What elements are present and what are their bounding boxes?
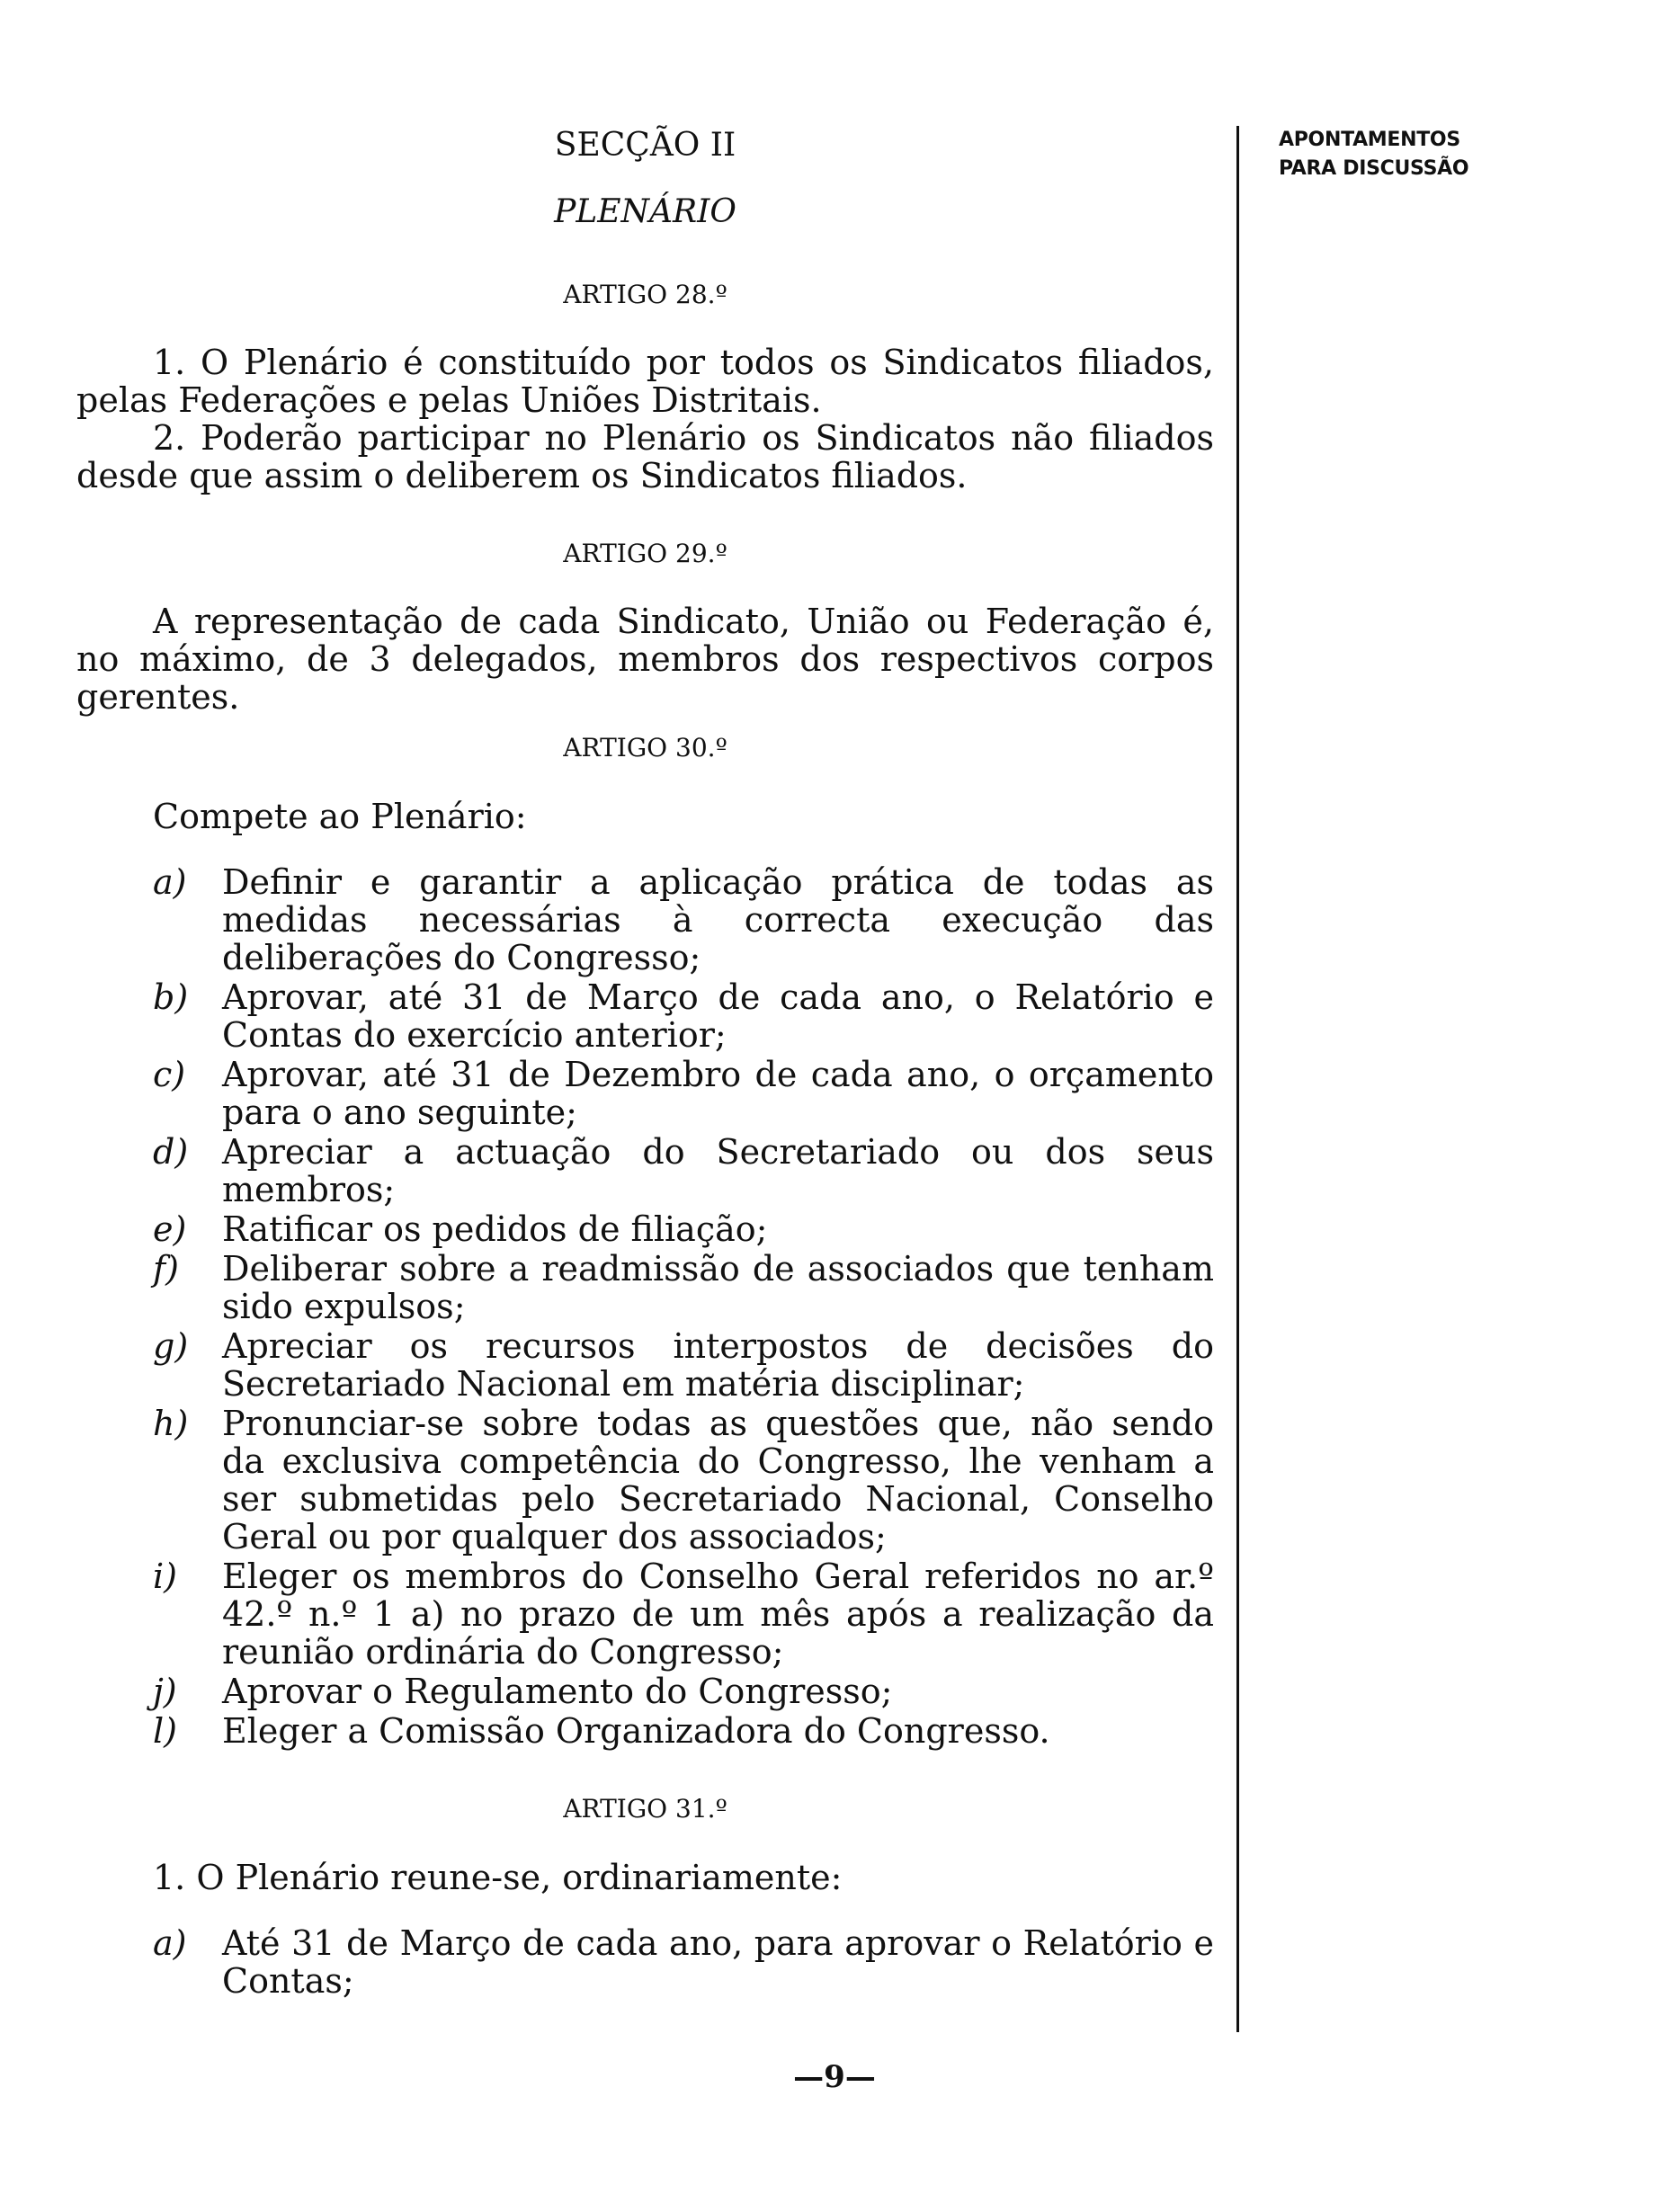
list-item-text: Apreciar os recursos interpostos de decisões do Secretariado Nacional em matéria disciplinar;: [222, 1326, 1214, 1404]
list-item-text: Aprovar, até 31 de Março de cada ano, o Relatório e Contas do exercício anterior;: [222, 977, 1214, 1055]
list-item: [76, 1133, 1214, 1209]
list-item-text: Definir e garantir a aplicação prática de todas as medidas necessárias à correcta execução das deliberações do Congresso;: [222, 862, 1214, 977]
article-30: [76, 732, 1214, 1750]
list-item-marker: a): [153, 862, 187, 902]
list-item: [76, 1924, 1214, 2000]
list-item: [76, 863, 1214, 977]
list-item-marker: h): [153, 1404, 189, 1443]
list-item-text: Até 31 de Março de cada ano, para aprovar o Relatório e Contas;: [222, 1923, 1214, 2001]
list-item-marker: e): [153, 1209, 187, 1249]
list-item-marker: j): [153, 1672, 177, 1711]
list-item: [76, 1405, 1214, 1556]
section-title: SECÇÃO II: [554, 127, 736, 164]
article-31: [76, 1793, 1214, 2000]
page-number: —9—: [793, 2059, 876, 2095]
list-item-marker: f): [153, 1249, 179, 1289]
paragraph: 2. Poderão participar no Plenário os Sindicatos não filiados desde que assim o deliberem os Sindicatos filiados.: [76, 418, 1214, 495]
article-29: [76, 538, 1214, 716]
list-item: [76, 978, 1214, 1054]
margin-note-line-2: PARA DISCUSSÃO: [1279, 157, 1469, 180]
margin-note: [1279, 126, 1549, 183]
article-heading: ARTIGO 29.º: [563, 539, 727, 568]
paragraph: 1. O Plenário é constituído por todos os Sindicatos filiados, pelas Federações e pelas Uniões Distritais.: [76, 343, 1214, 420]
list-item-text: Ratificar os pedidos de filiação;: [222, 1209, 768, 1249]
list-item-marker: d): [153, 1132, 189, 1172]
article-heading: ARTIGO 31.º: [563, 1794, 727, 1824]
list-item-marker: g): [153, 1326, 189, 1366]
article-30-list: [76, 863, 1214, 1750]
list-item-text: Apreciar a actuação do Secretariado ou dos seus membros;: [222, 1132, 1214, 1209]
list-item: [76, 1672, 1214, 1710]
list-item-text: Aprovar o Regulamento do Congresso;: [222, 1672, 893, 1711]
list-item-text: Pronunciar-se sobre todas as questões que, não sendo da exclusiva competência do Congresso, lhe venham a ser submetidas pelo Secretariado Nacional, Conselho Geral ou por qualquer dos associados;: [222, 1404, 1214, 1556]
list-item-text: Eleger a Comissão Organizadora do Congresso.: [222, 1711, 1050, 1751]
article-28: [76, 279, 1214, 495]
article-heading: ARTIGO 30.º: [563, 733, 727, 763]
article-31-list: [76, 1924, 1214, 2000]
list-item-marker: i): [153, 1556, 177, 1596]
list-item-text: Aprovar, até 31 de Dezembro de cada ano, o orçamento para o ano seguinte;: [222, 1055, 1214, 1132]
margin-note-line-1: APONTAMENTOS: [1279, 129, 1460, 151]
list-item-marker: a): [153, 1923, 187, 1963]
article-intro: 1. O Plenário reune-se, ordinariamente:: [153, 1858, 843, 1897]
margin-rule: [1236, 126, 1239, 2032]
list-item-marker: c): [153, 1055, 186, 1094]
list-item-marker: b): [153, 977, 189, 1017]
list-item: [76, 1250, 1214, 1325]
list-item-marker: l): [153, 1711, 177, 1751]
list-item: [76, 1327, 1214, 1403]
list-item: [76, 1056, 1214, 1131]
list-item: [76, 1210, 1214, 1248]
list-item: [76, 1712, 1214, 1750]
list-item-text: Eleger os membros do Conselho Geral referidos no ar.º 42.º n.º 1 a) no prazo de um mês após a realização da reunião ordinária do Congresso;: [222, 1556, 1214, 1672]
list-item: [76, 1557, 1214, 1671]
paragraph: A representação de cada Sindicato, União ou Federação é, no máximo, de 3 delegados, membros dos respectivos corpos gerentes.: [76, 602, 1214, 717]
article-intro: Compete ao Plenário:: [153, 797, 527, 836]
list-item-text: Deliberar sobre a readmissão de associados que tenham sido expulsos;: [222, 1249, 1214, 1326]
page-content: [76, 126, 1214, 2043]
section-subtitle: PLENÁRIO: [554, 193, 736, 230]
article-heading: ARTIGO 28.º: [563, 280, 727, 309]
